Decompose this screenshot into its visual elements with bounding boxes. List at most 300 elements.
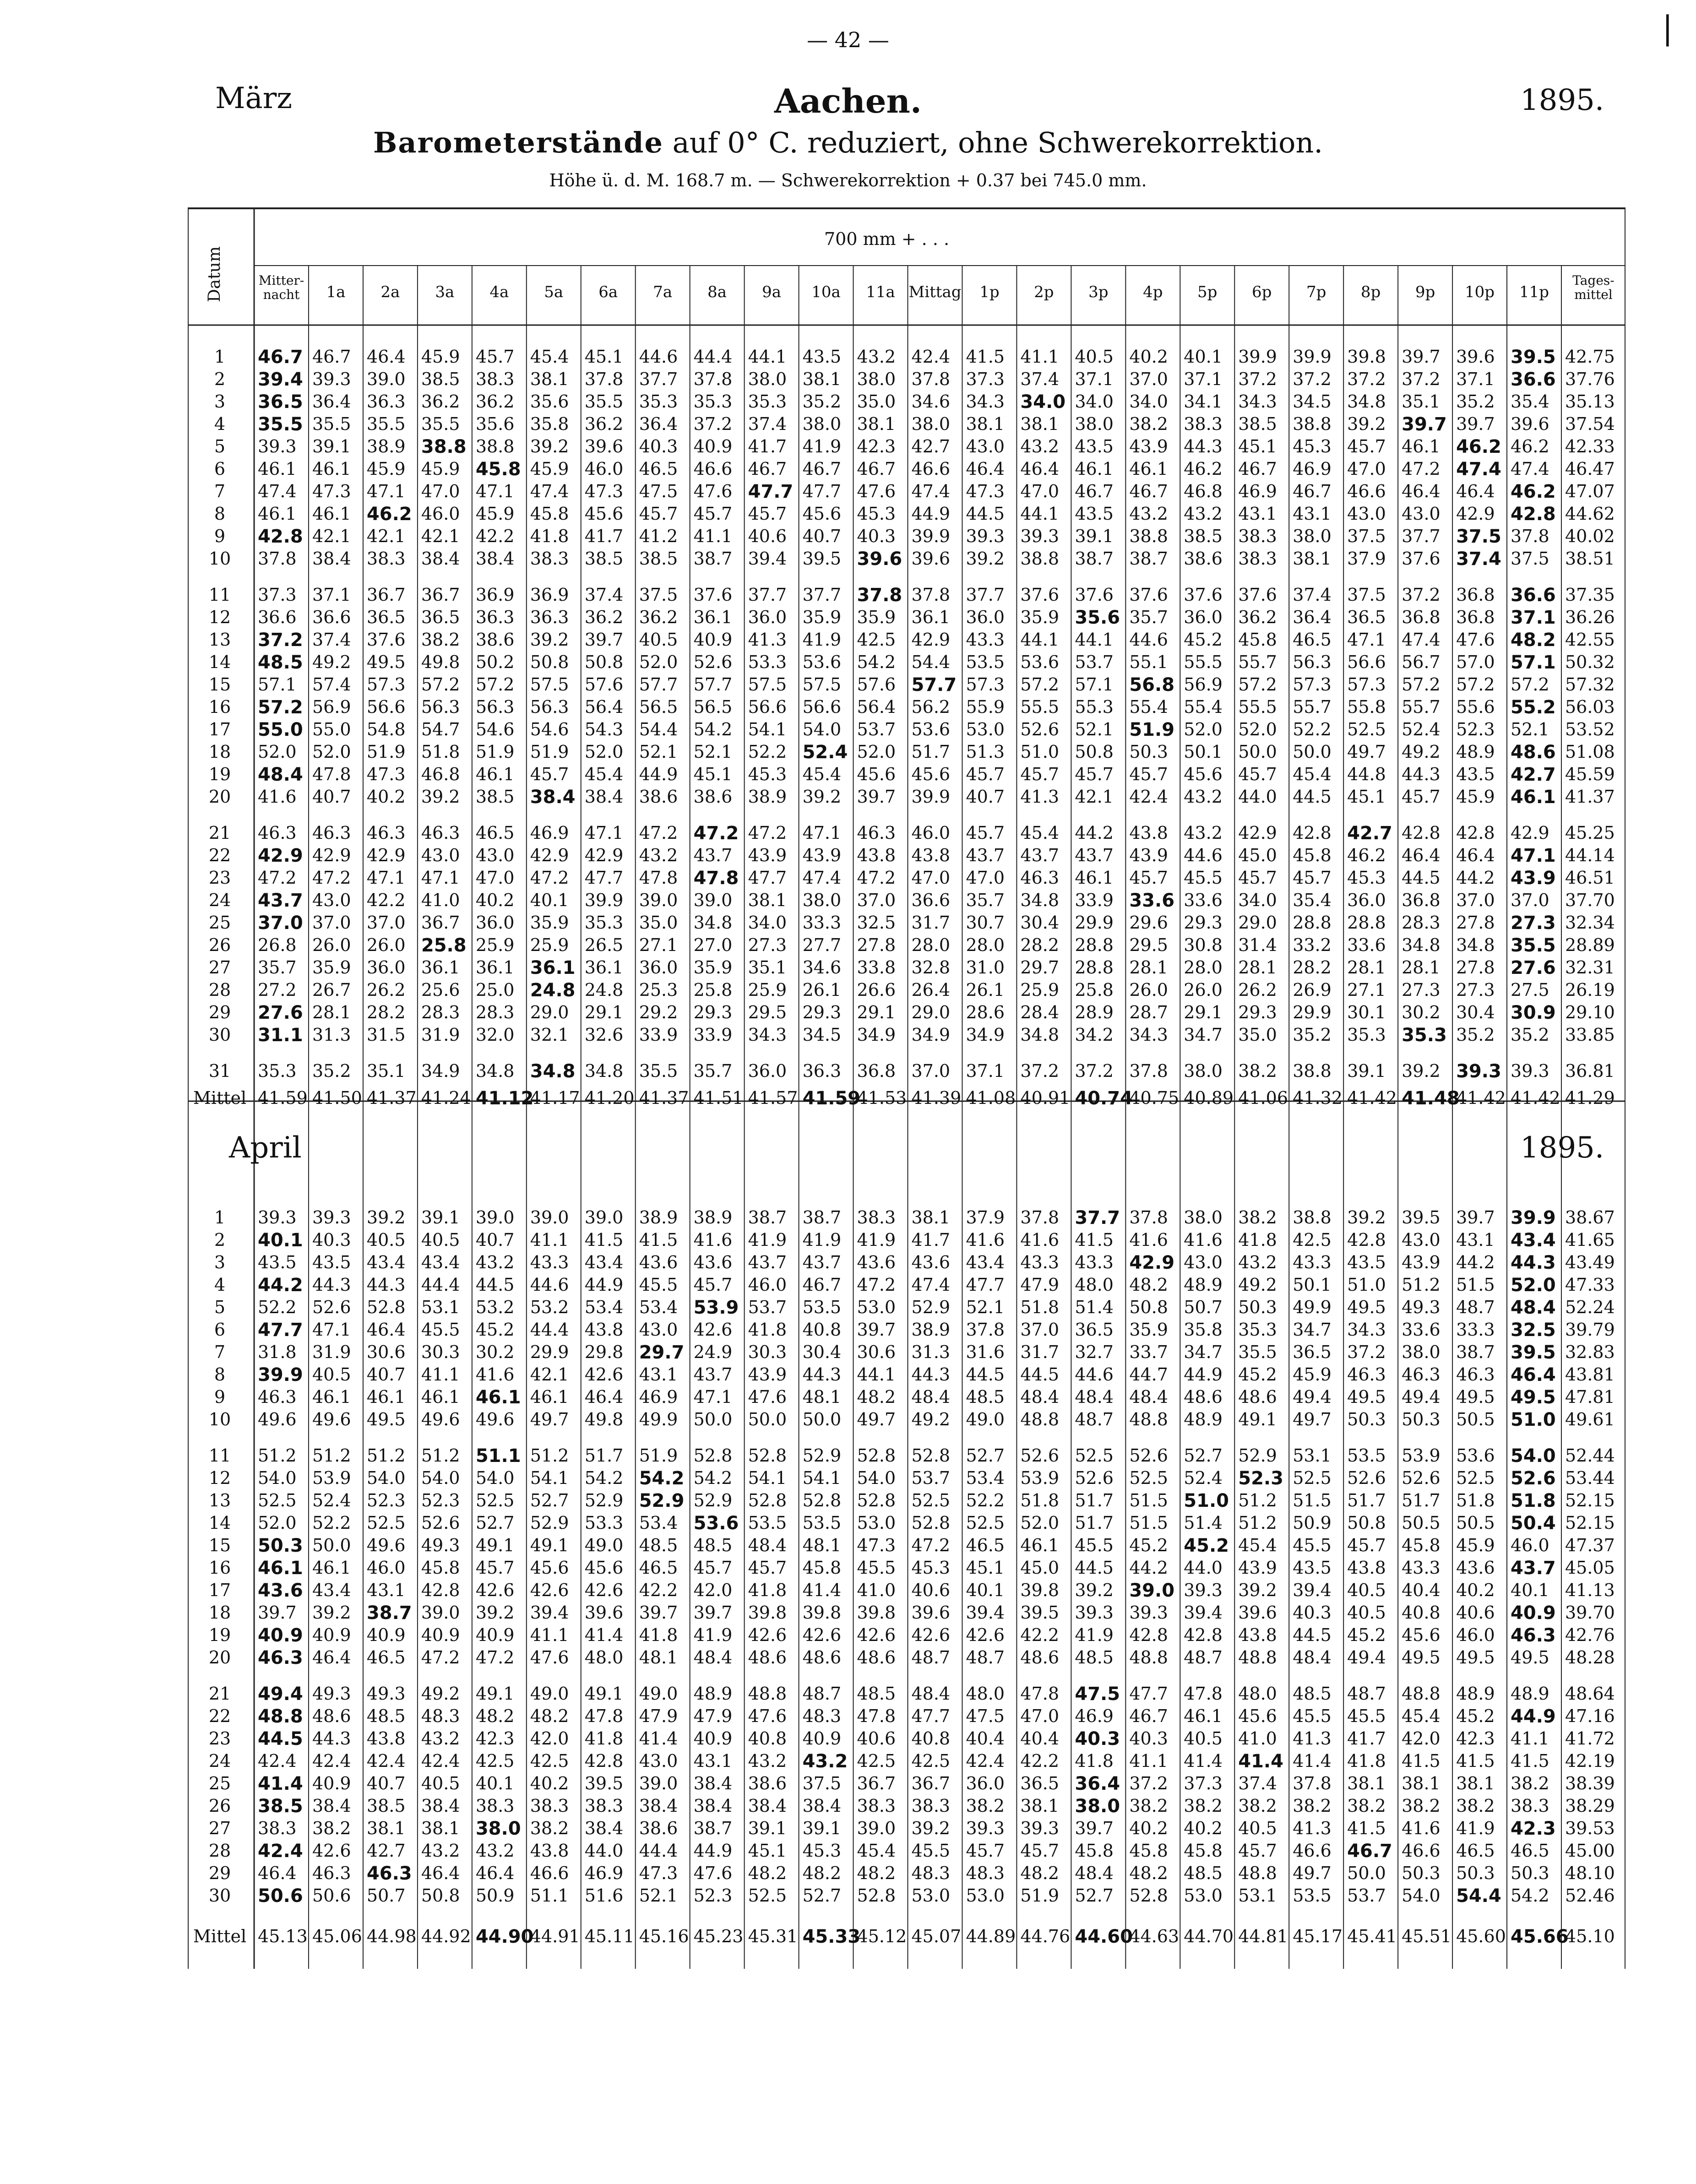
reading-cell: 37.4 bbox=[584, 585, 624, 605]
reading-cell: 43.5 bbox=[312, 1252, 351, 1272]
reading-cell: 41.9 bbox=[802, 1230, 842, 1250]
reading-cell: 47.4 bbox=[530, 481, 569, 501]
reading-cell: 41.4 bbox=[258, 1773, 303, 1794]
reading-cell: 50.3 bbox=[1511, 1863, 1549, 1883]
reading-cell: 28.2 bbox=[1020, 935, 1060, 955]
reading-cell: 53.9 bbox=[693, 1297, 739, 1318]
reading-cell: 35.3 bbox=[1402, 1025, 1447, 1046]
reading-cell: 41.3 bbox=[1020, 787, 1060, 807]
reading-cell: 45.4 bbox=[530, 347, 569, 367]
reading-cell: 49.5 bbox=[366, 1409, 406, 1429]
reading-cell: 26.4 bbox=[911, 980, 951, 1000]
daily-mean-cell: 36.26 bbox=[1565, 607, 1615, 627]
reading-cell: 39.6 bbox=[584, 1603, 624, 1623]
reading-cell: 45.8 bbox=[1402, 1535, 1441, 1555]
reading-cell: 28.1 bbox=[1129, 957, 1168, 978]
reading-cell: 32.1 bbox=[530, 1025, 569, 1045]
row-label: 18 bbox=[208, 1603, 231, 1623]
reading-cell: 50.8 bbox=[421, 1885, 460, 1906]
reading-cell: 43.2 bbox=[1020, 436, 1060, 456]
reading-cell: 40.6 bbox=[857, 1728, 896, 1749]
reading-cell: 36.0 bbox=[366, 957, 406, 978]
reading-cell: 40.91 bbox=[1020, 1088, 1071, 1108]
reading-cell: 52.9 bbox=[693, 1490, 733, 1510]
reading-cell: 43.4 bbox=[421, 1252, 460, 1272]
reading-cell: 36.1 bbox=[530, 957, 576, 978]
reading-cell: 45.8 bbox=[1129, 1841, 1168, 1861]
reading-cell: 46.3 bbox=[421, 823, 460, 843]
reading-cell: 48.8 bbox=[1402, 1684, 1441, 1704]
reading-cell: 45.9 bbox=[421, 459, 460, 479]
reading-cell: 37.8 bbox=[1293, 1773, 1332, 1793]
reading-cell: 42.7 bbox=[1347, 823, 1392, 844]
reading-cell: 36.3 bbox=[366, 391, 406, 412]
reading-cell: 45.3 bbox=[1347, 868, 1386, 888]
reading-cell: 52.2 bbox=[258, 1297, 297, 1317]
reading-cell: 43.8 bbox=[366, 1728, 406, 1749]
reading-cell: 38.1 bbox=[530, 369, 569, 389]
reading-cell: 36.5 bbox=[258, 391, 303, 413]
reading-cell: 40.5 bbox=[1075, 347, 1114, 367]
reading-cell: 36.4 bbox=[1293, 607, 1332, 627]
reading-cell: 46.7 bbox=[748, 459, 787, 479]
reading-cell: 49.1 bbox=[475, 1684, 515, 1704]
reading-cell: 43.1 bbox=[639, 1364, 678, 1385]
reading-cell: 40.9 bbox=[693, 1728, 733, 1749]
reading-cell: 41.7 bbox=[1347, 1728, 1386, 1749]
reading-cell: 33.9 bbox=[639, 1025, 678, 1045]
reading-cell: 45.8 bbox=[1184, 1841, 1223, 1861]
reading-cell: 39.4 bbox=[1184, 1603, 1223, 1623]
reading-cell: 36.0 bbox=[1347, 890, 1386, 910]
reading-cell: 45.13 bbox=[258, 1926, 308, 1946]
reading-cell: 29.0 bbox=[1238, 913, 1277, 933]
reading-cell: 27.8 bbox=[1456, 957, 1495, 978]
reading-cell: 35.9 bbox=[530, 913, 569, 933]
daily-mean-cell: 52.44 bbox=[1565, 1445, 1615, 1466]
reading-cell: 44.98 bbox=[366, 1926, 417, 1946]
reading-cell: 39.2 bbox=[1402, 1061, 1441, 1081]
row-label: 26 bbox=[208, 1796, 231, 1816]
reading-cell: 52.9 bbox=[1238, 1445, 1277, 1466]
reading-cell: 56.6 bbox=[1347, 652, 1386, 672]
reading-cell: 45.4 bbox=[1020, 823, 1060, 843]
reading-cell: 35.5 bbox=[421, 414, 460, 434]
reading-cell: 45.7 bbox=[1020, 764, 1060, 784]
reading-cell: 52.8 bbox=[802, 1490, 842, 1510]
daily-mean-cell: 38.51 bbox=[1565, 549, 1615, 569]
reading-cell: 44.5 bbox=[1075, 1558, 1114, 1578]
reading-cell: 45.51 bbox=[1402, 1926, 1451, 1946]
reading-cell: 51.6 bbox=[584, 1885, 624, 1906]
reading-cell: 37.5 bbox=[1347, 585, 1386, 605]
reading-cell: 45.6 bbox=[911, 764, 951, 784]
reading-cell: 37.6 bbox=[366, 630, 406, 650]
reading-cell: 51.0 bbox=[1511, 1409, 1556, 1430]
reading-cell: 42.2 bbox=[639, 1580, 678, 1600]
reading-cell: 37.4 bbox=[1293, 585, 1332, 605]
reading-cell: 46.5 bbox=[639, 459, 678, 479]
reading-cell: 37.3 bbox=[1184, 1773, 1223, 1793]
reading-cell: 37.6 bbox=[1184, 585, 1223, 605]
daily-mean-cell: 41.13 bbox=[1565, 1580, 1615, 1600]
reading-cell: 55.2 bbox=[1511, 697, 1556, 718]
reading-cell: 38.8 bbox=[1020, 549, 1060, 569]
reading-cell: 50.3 bbox=[1402, 1409, 1441, 1429]
reading-cell: 51.8 bbox=[1020, 1490, 1060, 1510]
reading-cell: 42.8 bbox=[1129, 1625, 1168, 1645]
reading-cell: 43.0 bbox=[1347, 504, 1386, 524]
reading-cell: 46.4 bbox=[584, 1387, 624, 1407]
reading-cell: 29.0 bbox=[530, 1002, 569, 1022]
reading-cell: 37.6 bbox=[693, 585, 733, 605]
reading-cell: 38.3 bbox=[857, 1207, 896, 1228]
reading-cell: 44.1 bbox=[1020, 630, 1060, 650]
reading-cell: 51.8 bbox=[1511, 1490, 1556, 1511]
reading-cell: 39.5 bbox=[802, 549, 842, 569]
reading-cell: 43.1 bbox=[1456, 1230, 1495, 1250]
reading-cell: 35.9 bbox=[802, 607, 842, 627]
reading-cell: 44.0 bbox=[1238, 787, 1277, 807]
reading-cell: 42.8 bbox=[1347, 1230, 1386, 1250]
reading-cell: 46.3 bbox=[1020, 868, 1060, 888]
reading-cell: 44.3 bbox=[1184, 436, 1223, 456]
reading-cell: 42.5 bbox=[911, 1751, 951, 1771]
reading-cell: 47.6 bbox=[693, 1863, 733, 1883]
reading-cell: 46.2 bbox=[1511, 481, 1556, 502]
reading-cell: 37.8 bbox=[1129, 1061, 1168, 1081]
reading-cell: 36.7 bbox=[421, 913, 460, 933]
reading-cell: 48.4 bbox=[748, 1535, 787, 1555]
reading-cell: 52.1 bbox=[1075, 719, 1114, 739]
reading-cell: 37.7 bbox=[1402, 526, 1441, 546]
reading-cell: 51.9 bbox=[1129, 719, 1175, 740]
reading-cell: 36.7 bbox=[857, 1773, 896, 1793]
reading-cell: 38.2 bbox=[1402, 1796, 1441, 1816]
reading-cell: 41.9 bbox=[1456, 1818, 1495, 1838]
reading-cell: 47.4 bbox=[911, 481, 951, 501]
reading-cell: 38.1 bbox=[857, 414, 896, 434]
reading-cell: 57.2 bbox=[475, 674, 515, 695]
reading-cell: 45.6 bbox=[1402, 1625, 1441, 1645]
reading-cell: 47.9 bbox=[1020, 1275, 1060, 1295]
reading-cell: 47.7 bbox=[966, 1275, 1005, 1295]
reading-cell: 34.8 bbox=[1020, 890, 1060, 910]
reading-cell: 42.4 bbox=[258, 1841, 303, 1862]
reading-cell: 48.4 bbox=[911, 1387, 951, 1407]
reading-cell: 44.4 bbox=[693, 347, 733, 367]
reading-cell: 39.9 bbox=[911, 787, 951, 807]
reading-cell: 40.9 bbox=[258, 1625, 303, 1646]
reading-cell: 48.0 bbox=[966, 1684, 1005, 1704]
reading-cell: 45.5 bbox=[1075, 1535, 1114, 1555]
reading-cell: 37.7 bbox=[1075, 1207, 1120, 1228]
reading-cell: 57.2 bbox=[1238, 674, 1277, 695]
reading-cell: 34.5 bbox=[1293, 391, 1332, 412]
reading-cell: 37.3 bbox=[966, 369, 1005, 389]
reading-cell: 34.7 bbox=[1184, 1342, 1223, 1362]
reading-cell: 41.8 bbox=[584, 1728, 624, 1749]
reading-cell: 52.0 bbox=[639, 652, 678, 672]
reading-cell: 38.1 bbox=[1402, 1773, 1441, 1793]
reading-cell: 39.3 bbox=[1129, 1603, 1168, 1623]
hour-header: 10a bbox=[811, 283, 841, 301]
reading-cell: 47.3 bbox=[857, 1535, 896, 1555]
reading-cell: 51.7 bbox=[1347, 1490, 1386, 1510]
reading-cell: 43.0 bbox=[1402, 504, 1441, 524]
reading-cell: 35.2 bbox=[1456, 391, 1495, 412]
reading-cell: 27.1 bbox=[1347, 980, 1386, 1000]
hour-header: 9a bbox=[762, 283, 782, 301]
reading-cell: 55.5 bbox=[1184, 652, 1223, 672]
reading-cell: 40.1 bbox=[475, 1773, 515, 1793]
reading-cell: 52.0 bbox=[1238, 719, 1277, 739]
reading-cell: 47.4 bbox=[802, 868, 842, 888]
reading-cell: 41.57 bbox=[748, 1088, 798, 1108]
reading-cell: 42.3 bbox=[1456, 1728, 1495, 1749]
reading-cell: 36.4 bbox=[1075, 1773, 1120, 1794]
reading-cell: 51.1 bbox=[530, 1885, 569, 1906]
row-label: 14 bbox=[208, 1513, 231, 1533]
reading-cell: 47.2 bbox=[258, 868, 297, 888]
reading-cell: 41.5 bbox=[1075, 1230, 1114, 1250]
reading-cell: 34.7 bbox=[1184, 1025, 1223, 1045]
reading-cell: 40.6 bbox=[1456, 1603, 1495, 1623]
reading-cell: 43.5 bbox=[1456, 764, 1495, 784]
reading-cell: 25.8 bbox=[421, 935, 467, 956]
reading-cell: 28.3 bbox=[421, 1002, 460, 1022]
reading-cell: 45.16 bbox=[639, 1926, 689, 1946]
reading-cell: 52.8 bbox=[911, 1445, 951, 1466]
reading-cell: 40.1 bbox=[1511, 1580, 1549, 1600]
row-label: 20 bbox=[208, 1647, 231, 1668]
reading-cell: 45.2 bbox=[1184, 630, 1223, 650]
place-title: Aachen. bbox=[774, 81, 922, 120]
reading-cell: 45.8 bbox=[421, 1558, 460, 1578]
hour-header: 1p bbox=[979, 283, 1000, 301]
reading-cell: 50.8 bbox=[530, 652, 569, 672]
reading-cell: 47.0 bbox=[475, 868, 515, 888]
reading-cell: 43.2 bbox=[1184, 504, 1223, 524]
reading-cell: 28.0 bbox=[911, 935, 951, 955]
reading-cell: 45.4 bbox=[1238, 1535, 1277, 1555]
reading-cell: 46.7 bbox=[1238, 459, 1277, 479]
reading-cell: 44.9 bbox=[639, 764, 678, 784]
reading-cell: 52.6 bbox=[1020, 1445, 1060, 1466]
reading-cell: 45.7 bbox=[966, 764, 1005, 784]
reading-cell: 46.3 bbox=[1511, 1625, 1556, 1646]
reading-cell: 43.9 bbox=[1129, 436, 1168, 456]
daily-mean-cell: 46.51 bbox=[1565, 868, 1615, 888]
reading-cell: 40.2 bbox=[1129, 347, 1168, 367]
reading-cell: 41.7 bbox=[584, 526, 624, 546]
reading-cell: 41.32 bbox=[1293, 1088, 1343, 1108]
daily-mean-cell: 42.33 bbox=[1565, 436, 1615, 456]
reading-cell: 38.6 bbox=[639, 787, 678, 807]
reading-cell: 45.5 bbox=[1293, 1706, 1332, 1726]
reading-cell: 52.0 bbox=[258, 1513, 297, 1533]
reading-cell: 47.8 bbox=[1184, 1684, 1223, 1704]
reading-cell: 52.8 bbox=[366, 1297, 406, 1317]
reading-cell: 43.8 bbox=[584, 1320, 624, 1340]
reading-cell: 41.4 bbox=[802, 1580, 842, 1600]
reading-cell: 44.5 bbox=[258, 1728, 303, 1749]
reading-cell: 34.9 bbox=[421, 1061, 460, 1081]
reading-cell: 24.9 bbox=[693, 1342, 733, 1362]
reading-cell: 28.3 bbox=[1402, 913, 1441, 933]
reading-cell: 41.42 bbox=[1347, 1088, 1397, 1108]
reading-cell: 34.1 bbox=[1184, 391, 1223, 412]
reading-cell: 39.6 bbox=[1511, 414, 1549, 434]
reading-cell: 47.1 bbox=[312, 1320, 351, 1340]
reading-cell: 44.70 bbox=[1184, 1926, 1234, 1946]
reading-cell: 36.1 bbox=[693, 607, 733, 627]
reading-cell: 38.1 bbox=[1020, 414, 1060, 434]
reading-cell: 46.5 bbox=[1293, 630, 1332, 650]
reading-cell: 29.8 bbox=[584, 1342, 624, 1362]
reading-cell: 43.3 bbox=[530, 1252, 569, 1272]
reading-cell: 39.3 bbox=[312, 369, 351, 389]
reading-cell: 52.5 bbox=[1293, 1468, 1332, 1488]
reading-cell: 40.2 bbox=[530, 1773, 569, 1793]
reading-cell: 42.5 bbox=[1293, 1230, 1332, 1250]
reading-cell: 38.2 bbox=[1129, 1796, 1168, 1816]
reading-cell: 52.7 bbox=[530, 1490, 569, 1510]
reading-cell: 45.23 bbox=[693, 1926, 744, 1946]
reading-cell: 47.7 bbox=[748, 868, 787, 888]
reading-cell: 46.0 bbox=[1511, 1535, 1549, 1555]
reading-cell: 40.2 bbox=[1184, 1818, 1223, 1838]
reading-cell: 46.6 bbox=[1347, 481, 1386, 501]
reading-cell: 37.5 bbox=[1456, 526, 1501, 547]
reading-cell: 37.0 bbox=[1456, 890, 1495, 910]
reading-cell: 43.6 bbox=[911, 1252, 951, 1272]
reading-cell: 49.7 bbox=[1347, 742, 1386, 762]
reading-cell: 51.7 bbox=[1402, 1490, 1441, 1510]
reading-cell: 44.92 bbox=[421, 1926, 471, 1946]
reading-cell: 38.2 bbox=[1238, 1796, 1277, 1816]
reading-cell: 42.9 bbox=[530, 845, 569, 865]
reading-cell: 38.1 bbox=[1347, 1773, 1386, 1793]
reading-cell: 35.7 bbox=[693, 1061, 733, 1081]
reading-cell: 37.8 bbox=[911, 585, 951, 605]
reading-cell: 39.4 bbox=[1293, 1580, 1332, 1600]
reading-cell: 38.2 bbox=[1511, 1773, 1549, 1793]
reading-cell: 43.2 bbox=[1129, 504, 1168, 524]
reading-cell: 40.7 bbox=[366, 1364, 406, 1385]
reading-cell: 36.0 bbox=[748, 1061, 787, 1081]
row-label: 15 bbox=[208, 1535, 231, 1555]
reading-cell: 34.5 bbox=[802, 1025, 842, 1045]
reading-cell: 25.9 bbox=[475, 935, 515, 955]
reading-cell: 54.7 bbox=[421, 719, 460, 739]
reading-cell: 37.6 bbox=[1238, 585, 1277, 605]
reading-cell: 44.4 bbox=[530, 1320, 569, 1340]
reading-cell: 46.9 bbox=[530, 823, 569, 843]
reading-cell: 52.5 bbox=[966, 1513, 1005, 1533]
reading-cell: 43.8 bbox=[911, 845, 951, 865]
reading-cell: 45.31 bbox=[748, 1926, 798, 1946]
reading-cell: 33.7 bbox=[1129, 1342, 1168, 1362]
reading-cell: 36.5 bbox=[366, 607, 406, 627]
reading-cell: 34.8 bbox=[1456, 935, 1495, 955]
reading-cell: 34.8 bbox=[1402, 935, 1441, 955]
reading-cell: 53.1 bbox=[1238, 1885, 1277, 1906]
daily-mean-cell: 52.15 bbox=[1565, 1490, 1615, 1510]
reading-cell: 42.6 bbox=[312, 1841, 351, 1861]
reading-cell: 44.0 bbox=[1184, 1558, 1223, 1578]
reading-cell: 44.0 bbox=[584, 1841, 624, 1861]
reading-cell: 26.2 bbox=[1238, 980, 1277, 1000]
reading-cell: 48.4 bbox=[1020, 1387, 1060, 1407]
daily-mean-cell: 42.19 bbox=[1565, 1751, 1615, 1771]
reading-cell: 52.2 bbox=[748, 742, 787, 762]
reading-cell: 41.6 bbox=[966, 1230, 1005, 1250]
reading-cell: 45.7 bbox=[1347, 436, 1386, 456]
reading-cell: 33.8 bbox=[857, 957, 896, 978]
reading-cell: 40.89 bbox=[1184, 1088, 1234, 1108]
reading-cell: 38.1 bbox=[966, 414, 1005, 434]
reading-cell: 39.9 bbox=[258, 1364, 303, 1385]
reading-cell: 44.1 bbox=[1020, 504, 1060, 524]
reading-cell: 29.2 bbox=[639, 1002, 678, 1022]
reading-cell: 48.6 bbox=[1238, 1387, 1277, 1407]
reading-cell: 39.5 bbox=[584, 1773, 624, 1793]
reading-cell: 46.4 bbox=[258, 1863, 297, 1883]
reading-cell: 39.8 bbox=[802, 1603, 842, 1623]
reading-cell: 45.7 bbox=[748, 1558, 787, 1578]
reading-cell: 49.3 bbox=[1402, 1297, 1441, 1317]
reading-cell: 46.9 bbox=[1293, 459, 1332, 479]
reading-cell: 41.5 bbox=[1402, 1751, 1441, 1771]
reading-cell: 37.8 bbox=[1020, 1207, 1060, 1228]
reading-cell: 42.8 bbox=[1293, 823, 1332, 843]
hour-header: 10p bbox=[1465, 283, 1495, 301]
reading-cell: 47.6 bbox=[857, 481, 896, 501]
reading-cell: 45.6 bbox=[530, 1558, 569, 1578]
row-label: 4 bbox=[214, 414, 226, 434]
reading-cell: 47.2 bbox=[421, 1647, 460, 1668]
reading-cell: 39.8 bbox=[1020, 1580, 1060, 1600]
row-label: 25 bbox=[208, 1773, 231, 1793]
reading-cell: 31.9 bbox=[421, 1025, 460, 1045]
reading-cell: 39.0 bbox=[366, 369, 406, 389]
reading-cell: 26.0 bbox=[366, 935, 406, 955]
reading-cell: 42.4 bbox=[911, 347, 951, 367]
reading-cell: 48.5 bbox=[693, 1535, 733, 1555]
hour-header: 6a bbox=[598, 283, 618, 301]
reading-cell: 44.3 bbox=[1511, 1252, 1556, 1273]
reading-cell: 35.6 bbox=[530, 391, 569, 412]
reading-cell: 37.6 bbox=[1020, 585, 1060, 605]
reading-cell: 31.6 bbox=[966, 1342, 1005, 1362]
reading-cell: 45.3 bbox=[857, 504, 896, 524]
reading-cell: 36.6 bbox=[1511, 585, 1556, 606]
daily-mean-cell: 53.52 bbox=[1565, 719, 1615, 739]
reading-cell: 43.8 bbox=[1347, 1558, 1386, 1578]
reading-cell: 38.4 bbox=[639, 1796, 678, 1816]
row-label: 20 bbox=[208, 787, 231, 807]
reading-cell: 35.0 bbox=[639, 913, 678, 933]
reading-cell: 49.3 bbox=[366, 1684, 406, 1704]
reading-cell: 38.1 bbox=[802, 369, 842, 389]
reading-cell: 53.2 bbox=[530, 1297, 569, 1317]
reading-cell: 35.0 bbox=[857, 391, 896, 412]
row-label: 12 bbox=[208, 1468, 231, 1488]
reading-cell: 49.9 bbox=[1293, 1297, 1332, 1317]
reading-cell: 39.1 bbox=[1075, 526, 1114, 546]
reading-cell: 27.5 bbox=[1511, 980, 1549, 1000]
